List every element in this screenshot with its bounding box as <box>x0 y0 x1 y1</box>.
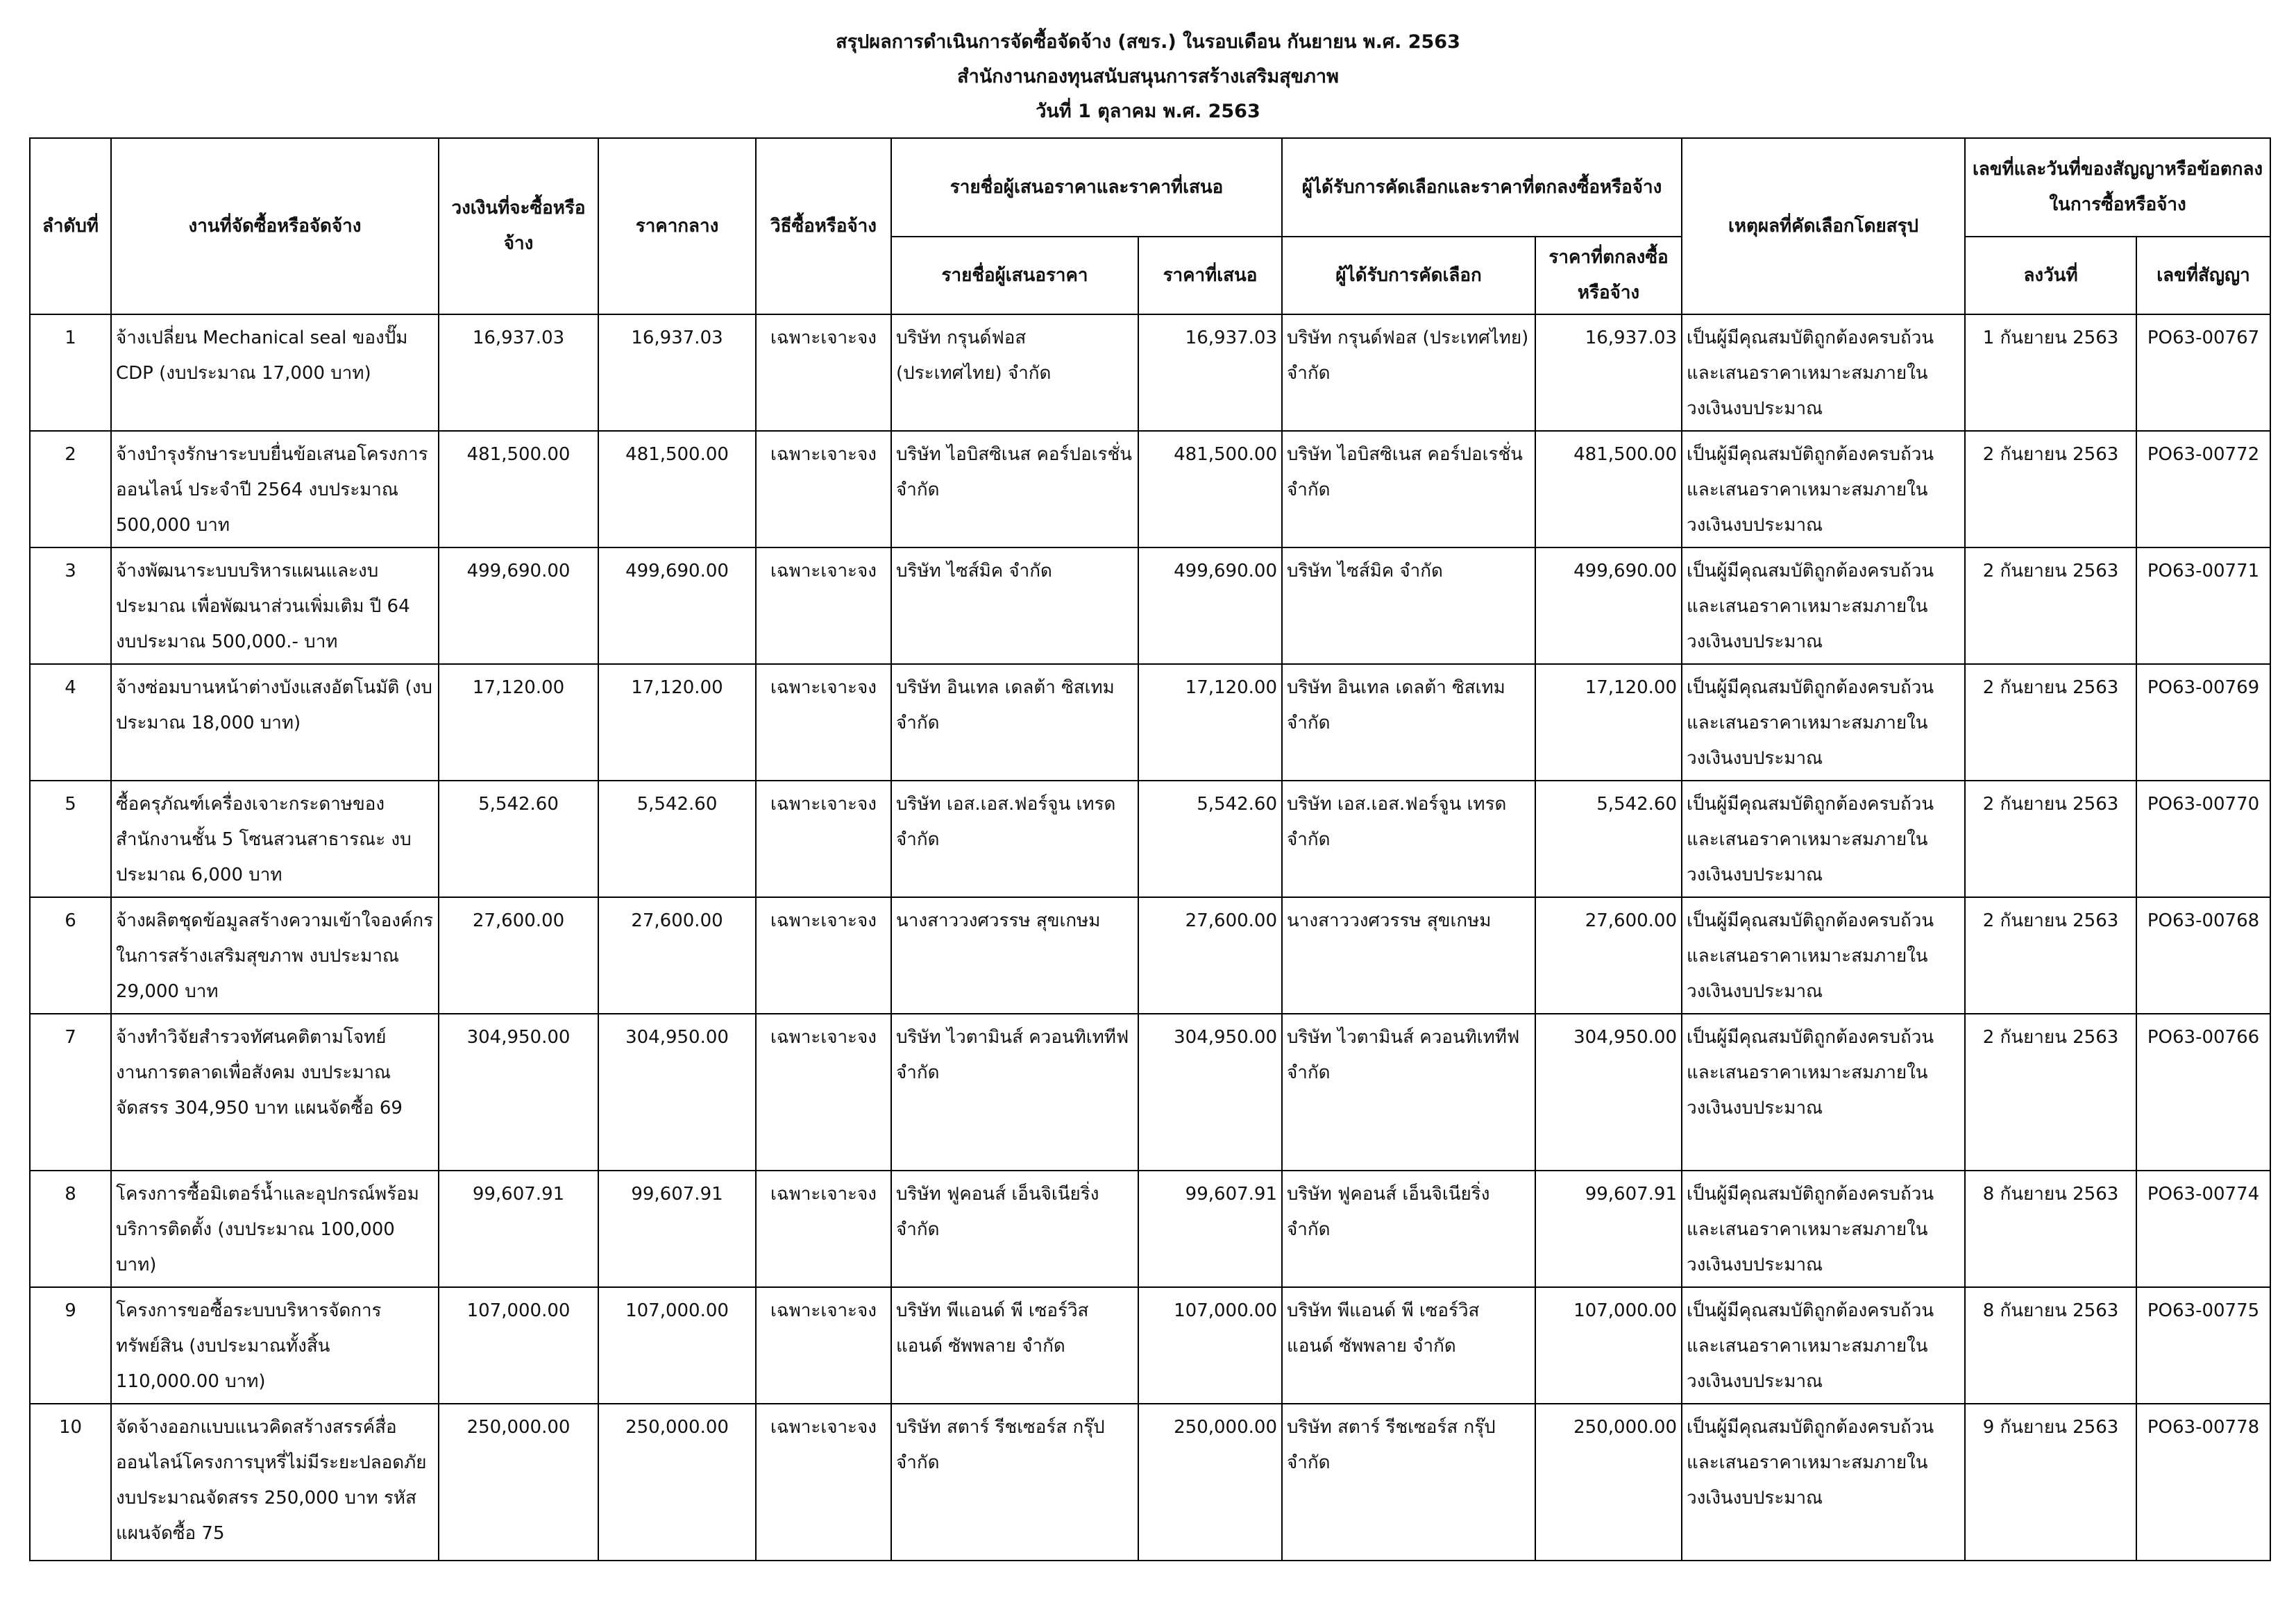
cell-budget: 107,000.00 <box>439 1287 598 1404</box>
table-row <box>30 1404 2270 1561</box>
cell-budget: 5,542.60 <box>439 781 598 897</box>
header-contract-date: ลงวันที่ <box>1965 237 2136 314</box>
cell-item: จ้างบำรุงรักษาระบบยื่นข้อเสนอโครงการออนไลน์ ประจำปี 2564 งบประมาณ 500,000 บาท <box>111 431 439 547</box>
cell-median-price: 107,000.00 <box>598 1287 756 1404</box>
cell-reason: เป็นผู้มีคุณสมบัติถูกต้องครบถ้วนและเสนอราคาเหมาะสมภายในวงเงินงบประมาณ <box>1682 547 1965 664</box>
cell-budget: 481,500.00 <box>439 431 598 547</box>
table-row <box>30 1014 2270 1171</box>
procurement-table <box>29 137 2271 1561</box>
cell-bidder-name: บริษัท พีแอนด์ พี เซอร์วิส แอนด์ ซัพพลาย จำกัด <box>891 1287 1138 1404</box>
cell-seq: 3 <box>30 547 111 664</box>
cell-seq: 4 <box>30 664 111 781</box>
header-seq: ลำดับที่ <box>30 138 111 314</box>
cell-seq: 2 <box>30 431 111 547</box>
cell-contract-no: PO63-00778 <box>2136 1404 2270 1561</box>
cell-method: เฉพาะเจาะจง <box>756 664 891 781</box>
header-winner-group: ผู้ได้รับการคัดเลือกและราคาที่ตกลงซื้อหรือจ้าง <box>1282 138 1682 237</box>
cell-bid-price: 27,600.00 <box>1138 897 1282 1014</box>
cell-budget: 27,600.00 <box>439 897 598 1014</box>
cell-item: โครงการซื้อมิเตอร์น้ำและอุปกรณ์พร้อมบริการติดตั้ง (งบประมาณ 100,000 บาท) <box>111 1171 439 1287</box>
header-agreed-price: ราคาที่ตกลงซื้อหรือจ้าง <box>1535 237 1682 314</box>
table-row <box>30 1171 2270 1287</box>
cell-contract-date: 2 กันยายน 2563 <box>1965 664 2136 781</box>
header-bidder-name: รายชื่อผู้เสนอราคา <box>891 237 1138 314</box>
cell-item: จ้างเปลี่ยน Mechanical seal ของปั๊ม CDP (งบประมาณ 17,000 บาท) <box>111 314 439 431</box>
cell-seq: 6 <box>30 897 111 1014</box>
cell-bid-price: 107,000.00 <box>1138 1287 1282 1404</box>
table-row <box>30 781 2270 897</box>
cell-agreed-price: 304,950.00 <box>1535 1014 1682 1171</box>
cell-bidder-name: นางสาววงศวรรษ สุขเกษม <box>891 897 1138 1014</box>
cell-agreed-price: 107,000.00 <box>1535 1287 1682 1404</box>
header-method: วิธีซื้อหรือจ้าง <box>756 138 891 314</box>
cell-method: เฉพาะเจาะจง <box>756 1171 891 1287</box>
cell-method: เฉพาะเจาะจง <box>756 781 891 897</box>
cell-median-price: 499,690.00 <box>598 547 756 664</box>
cell-contract-no: PO63-00767 <box>2136 314 2270 431</box>
cell-bidder-name: บริษัท ไซส์มิค จำกัด <box>891 547 1138 664</box>
cell-reason: เป็นผู้มีคุณสมบัติถูกต้องครบถ้วนและเสนอราคาเหมาะสมภายในวงเงินงบประมาณ <box>1682 897 1965 1014</box>
cell-method: เฉพาะเจาะจง <box>756 1014 891 1171</box>
cell-method: เฉพาะเจาะจง <box>756 431 891 547</box>
cell-median-price: 99,607.91 <box>598 1171 756 1287</box>
table-row <box>30 897 2270 1014</box>
cell-bidder-name: บริษัท ฟูคอนส์ เอ็นจิเนียริ่ง จำกัด <box>891 1171 1138 1287</box>
cell-bidder-name: บริษัท ไวตามินส์ ควอนทิเททีฟ จำกัด <box>891 1014 1138 1171</box>
cell-winner-name: บริษัท กรุนด์ฟอส (ประเทศไทย) จำกัด <box>1282 314 1535 431</box>
table-row <box>30 547 2270 664</box>
cell-contract-no: PO63-00768 <box>2136 897 2270 1014</box>
header-item: งานที่จัดซื้อหรือจัดจ้าง <box>111 138 439 314</box>
cell-item: จ้างซ่อมบานหน้าต่างบังแสงอัตโนมัติ (งบประมาณ 18,000 บาท) <box>111 664 439 781</box>
cell-budget: 16,937.03 <box>439 314 598 431</box>
table-row <box>30 664 2270 781</box>
cell-median-price: 27,600.00 <box>598 897 756 1014</box>
cell-item: จ้างผลิตชุดข้อมูลสร้างความเข้าใจองค์กรในการสร้างเสริมสุขภาพ งบประมาณ 29,000 บาท <box>111 897 439 1014</box>
document-date: วันที่ 1 ตุลาคม พ.ศ. 2563 <box>1036 101 1260 122</box>
cell-seq: 5 <box>30 781 111 897</box>
cell-contract-no: PO63-00775 <box>2136 1287 2270 1404</box>
cell-bid-price: 304,950.00 <box>1138 1014 1282 1171</box>
cell-item: จ้างพัฒนาระบบบริหารแผนและงบประมาณ เพื่อพัฒนาส่วนเพิ่มเติม ปี 64 งบประมาณ 500,000.- บาท <box>111 547 439 664</box>
cell-winner-name: บริษัท ไซส์มิค จำกัด <box>1282 547 1535 664</box>
cell-agreed-price: 481,500.00 <box>1535 431 1682 547</box>
cell-seq: 9 <box>30 1287 111 1404</box>
header-bidders-group: รายชื่อผู้เสนอราคาและราคาที่เสนอ <box>891 138 1282 237</box>
cell-agreed-price: 5,542.60 <box>1535 781 1682 897</box>
cell-item: ซื้อครุภัณฑ์เครื่องเจาะกระดาษของสำนักงานชั้น 5 โซนสวนสาธารณะ งบประมาณ 6,000 บาท <box>111 781 439 897</box>
cell-winner-name: บริษัท ฟูคอนส์ เอ็นจิเนียริ่ง จำกัด <box>1282 1171 1535 1287</box>
cell-bid-price: 250,000.00 <box>1138 1404 1282 1561</box>
cell-bid-price: 17,120.00 <box>1138 664 1282 781</box>
cell-winner-name: บริษัท ไอบิสซิเนส คอร์ปอเรชั่น จำกัด <box>1282 431 1535 547</box>
cell-median-price: 481,500.00 <box>598 431 756 547</box>
cell-reason: เป็นผู้มีคุณสมบัติถูกต้องครบถ้วนและเสนอราคาเหมาะสมภายในวงเงินงบประมาณ <box>1682 431 1965 547</box>
table-row <box>30 314 2270 431</box>
cell-reason: เป็นผู้มีคุณสมบัติถูกต้องครบถ้วนและเสนอราคาเหมาะสมภายในวงเงินงบประมาณ <box>1682 1014 1965 1171</box>
cell-reason: เป็นผู้มีคุณสมบัติถูกต้องครบถ้วนและเสนอราคาเหมาะสมภายในวงเงินงบประมาณ <box>1682 1404 1965 1561</box>
cell-budget: 17,120.00 <box>439 664 598 781</box>
header-winner-name: ผู้ได้รับการคัดเลือก <box>1282 237 1535 314</box>
cell-bidder-name: บริษัท สตาร์ รีชเซอร์ส กรุ๊ป จำกัด <box>891 1404 1138 1561</box>
header-contract-group: เลขที่และวันที่ของสัญญาหรือข้อตกลงในการซื้อหรือจ้าง <box>1965 138 2270 237</box>
cell-contract-date: 9 กันยายน 2563 <box>1965 1404 2136 1561</box>
cell-contract-date: 8 กันยายน 2563 <box>1965 1171 2136 1287</box>
cell-winner-name: บริษัท สตาร์ รีชเซอร์ส กรุ๊ป จำกัด <box>1282 1404 1535 1561</box>
cell-seq: 1 <box>30 314 111 431</box>
cell-median-price: 16,937.03 <box>598 314 756 431</box>
table-row <box>30 1287 2270 1404</box>
organization-name: สำนักงานกองทุนสนับสนุนการสร้างเสริมสุขภาพ <box>957 66 1339 87</box>
cell-seq: 7 <box>30 1014 111 1171</box>
cell-method: เฉพาะเจาะจง <box>756 1287 891 1404</box>
cell-item: โครงการขอซื้อระบบบริหารจัดการทรัพย์สิน (งบประมาณทั้งสิ้น 110,000.00 บาท) <box>111 1287 439 1404</box>
cell-item: จัดจ้างออกแบบแนวคิดสร้างสรรค์สื่อออนไลน์โครงการบุหรี่ไม่มีระยะปลอดภัย งบประมาณจัดสรร 250,000 บาท รหัสแผนจัดซื้อ 75 <box>111 1404 439 1561</box>
cell-method: เฉพาะเจาะจง <box>756 314 891 431</box>
cell-contract-no: PO63-00772 <box>2136 431 2270 547</box>
header-budget: วงเงินที่จะซื้อหรือจ้าง <box>439 138 598 314</box>
cell-contract-date: 2 กันยายน 2563 <box>1965 781 2136 897</box>
cell-median-price: 5,542.60 <box>598 781 756 897</box>
cell-agreed-price: 499,690.00 <box>1535 547 1682 664</box>
cell-agreed-price: 250,000.00 <box>1535 1404 1682 1561</box>
cell-agreed-price: 17,120.00 <box>1535 664 1682 781</box>
cell-contract-date: 2 กันยายน 2563 <box>1965 431 2136 547</box>
header-reason: เหตุผลที่คัดเลือกโดยสรุป <box>1682 138 1965 314</box>
cell-contract-no: PO63-00774 <box>2136 1171 2270 1287</box>
table-row <box>30 431 2270 547</box>
cell-reason: เป็นผู้มีคุณสมบัติถูกต้องครบถ้วนและเสนอราคาเหมาะสมภายในวงเงินงบประมาณ <box>1682 664 1965 781</box>
cell-contract-date: 2 กันยายน 2563 <box>1965 897 2136 1014</box>
cell-budget: 99,607.91 <box>439 1171 598 1287</box>
cell-median-price: 304,950.00 <box>598 1014 756 1171</box>
cell-reason: เป็นผู้มีคุณสมบัติถูกต้องครบถ้วนและเสนอราคาเหมาะสมภายในวงเงินงบประมาณ <box>1682 781 1965 897</box>
cell-contract-no: PO63-00766 <box>2136 1014 2270 1171</box>
header-median-price: ราคากลาง <box>598 138 756 314</box>
cell-bidder-name: บริษัท อินเทล เดลต้า ซิสเทม จำกัด <box>891 664 1138 781</box>
cell-winner-name: บริษัท เอส.เอส.ฟอร์จูน เทรด จำกัด <box>1282 781 1535 897</box>
cell-contract-date: 8 กันยายน 2563 <box>1965 1287 2136 1404</box>
cell-winner-name: บริษัท ไวตามินส์ ควอนทิเททีฟ จำกัด <box>1282 1014 1535 1171</box>
cell-bidder-name: บริษัท กรุนด์ฟอส (ประเทศไทย) จำกัด <box>891 314 1138 431</box>
cell-winner-name: บริษัท อินเทล เดลต้า ซิสเทม จำกัด <box>1282 664 1535 781</box>
cell-bid-price: 481,500.00 <box>1138 431 1282 547</box>
cell-bid-price: 5,542.60 <box>1138 781 1282 897</box>
cell-bid-price: 99,607.91 <box>1138 1171 1282 1287</box>
cell-bidder-name: บริษัท ไอบิสซิเนส คอร์ปอเรชั่น จำกัด <box>891 431 1138 547</box>
document-header <box>0 25 2296 129</box>
cell-method: เฉพาะเจาะจง <box>756 897 891 1014</box>
cell-contract-no: PO63-00769 <box>2136 664 2270 781</box>
cell-median-price: 17,120.00 <box>598 664 756 781</box>
cell-contract-date: 1 กันยายน 2563 <box>1965 314 2136 431</box>
cell-budget: 304,950.00 <box>439 1014 598 1171</box>
cell-agreed-price: 27,600.00 <box>1535 897 1682 1014</box>
cell-contract-date: 2 กันยายน 2563 <box>1965 547 2136 664</box>
cell-bid-price: 499,690.00 <box>1138 547 1282 664</box>
cell-seq: 10 <box>30 1404 111 1561</box>
cell-contract-no: PO63-00771 <box>2136 547 2270 664</box>
cell-budget: 499,690.00 <box>439 547 598 664</box>
cell-seq: 8 <box>30 1171 111 1287</box>
cell-winner-name: บริษัท พีแอนด์ พี เซอร์วิส แอนด์ ซัพพลาย จำกัด <box>1282 1287 1535 1404</box>
cell-winner-name: นางสาววงศวรรษ สุขเกษม <box>1282 897 1535 1014</box>
cell-agreed-price: 16,937.03 <box>1535 314 1682 431</box>
header-bid-price: ราคาที่เสนอ <box>1138 237 1282 314</box>
cell-item: จ้างทำวิจัยสำรวจทัศนคติตามโจทย์งานการตลาดเพื่อสังคม งบประมาณจัดสรร 304,950 บาท แผนจัดซื้อ 69 <box>111 1014 439 1171</box>
cell-contract-no: PO63-00770 <box>2136 781 2270 897</box>
header-contract-no: เลขที่สัญญา <box>2136 237 2270 314</box>
cell-reason: เป็นผู้มีคุณสมบัติถูกต้องครบถ้วนและเสนอราคาเหมาะสมภายในวงเงินงบประมาณ <box>1682 314 1965 431</box>
cell-agreed-price: 99,607.91 <box>1535 1171 1682 1287</box>
cell-reason: เป็นผู้มีคุณสมบัติถูกต้องครบถ้วนและเสนอราคาเหมาะสมภายในวงเงินงบประมาณ <box>1682 1171 1965 1287</box>
document-title: สรุปผลการดำเนินการจัดซื้อจัดจ้าง (สขร.) ในรอบเดือน กันยายน พ.ศ. 2563 <box>836 31 1460 53</box>
cell-bidder-name: บริษัท เอส.เอส.ฟอร์จูน เทรด จำกัด <box>891 781 1138 897</box>
cell-method: เฉพาะเจาะจง <box>756 547 891 664</box>
cell-budget: 250,000.00 <box>439 1404 598 1561</box>
cell-bid-price: 16,937.03 <box>1138 314 1282 431</box>
cell-median-price: 250,000.00 <box>598 1404 756 1561</box>
cell-contract-date: 2 กันยายน 2563 <box>1965 1014 2136 1171</box>
cell-reason: เป็นผู้มีคุณสมบัติถูกต้องครบถ้วนและเสนอราคาเหมาะสมภายในวงเงินงบประมาณ <box>1682 1287 1965 1404</box>
cell-method: เฉพาะเจาะจง <box>756 1404 891 1561</box>
